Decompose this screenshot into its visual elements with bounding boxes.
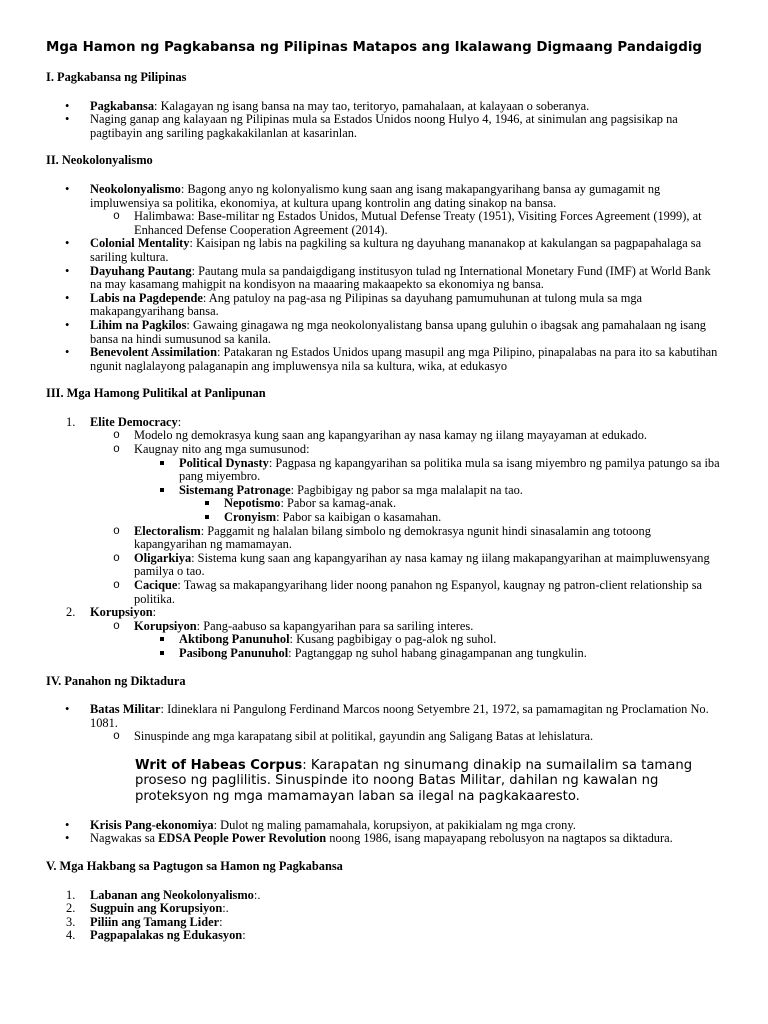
term: Sistemang Patronage: [179, 482, 291, 497]
list-item: • Pagkabansa: Kalagayan ng isang bansa na may tao, teritoryo, pamahalaan, at kalayaan o soberanya.: [46, 100, 722, 114]
list-item: o Korupsiyon: Pang-aabuso sa kapangyarihan para sa sariling interes. Aktibong Panunuhol: Kusang pagbibigay o pag-alok ng suhol. Pasibong Panunuhol: Pagtanggap ng suhol habang ginagampanan ang tungkulin.: [90, 620, 722, 661]
section-5-list: [46, 889, 722, 943]
list-item: • Batas Militar: Idineklara ni Pangulong Ferdinand Marcos noong Setyembre 21, 1972, sa pamamagitan ng Proclamation No. 1081. o Sinuspinde ang mga karapatang sibil at politikal, gayundin ang Saligang Batas at lehislatura.: [46, 703, 722, 744]
list-item: • Labis na Pagdepende: Ang patuloy na pag-asa ng Pilipinas sa dayuhang pamumuhunan at tulong mula sa mga makapangyarihang bansa.: [46, 292, 722, 319]
term: Aktibong Panunuhol: [179, 632, 290, 647]
section-heading-2: II. Neokolonyalismo: [46, 153, 153, 168]
term: Pagkabansa: [90, 98, 155, 113]
term: Krisis Pang-ekonomiya: [90, 817, 214, 832]
sub-sub-list: [134, 457, 722, 525]
term: Electoralism: [134, 523, 201, 538]
item-number: 2.: [66, 605, 76, 620]
term: Benevolent Assimilation: [90, 345, 218, 360]
list-item: 2. Korupsiyon: o Korupsiyon: Pang-aabuso sa kapangyarihan para sa sariling interes. Aktibong Panunuhol: Kusang pagbibigay o pag-alok ng suhol. Pasibong Panunuhol: Pagtanggap ng suhol habang ginagampanan ang tungkulin.: [46, 606, 722, 660]
sub-list: [90, 620, 722, 661]
section-4-list-continued: [46, 819, 722, 846]
sub-list: [90, 429, 722, 606]
section-1-list: [46, 100, 722, 141]
item-number: 1.: [66, 414, 76, 429]
list-item: • Colonial Mentality: Kaisipan ng labis na pagkiling sa kultura ng dayuhang mananakop at kakulangan sa pagpapahalaga sa sariling kultura.: [46, 237, 722, 264]
term: Dayuhang Pautang: [90, 263, 192, 278]
list-item: o Halimbawa: Base-militar ng Estados Unidos, Mutual Defense Treaty (1951), Visiting Forces Agreement (1999), at Enhanced Defense Cooperation Agreement (2014).: [90, 210, 722, 237]
section-3-list: [46, 416, 722, 661]
term: Political Dynasty: [179, 455, 269, 470]
list-item: 4. Pagpapalakas ng Edukasyon:: [66, 928, 246, 943]
section-2-list: [46, 183, 722, 373]
term: Korupsiyon: [134, 618, 197, 633]
term: Oligarkiya: [134, 550, 192, 565]
term: Writ of Habeas Corpus: [135, 757, 303, 773]
term: Elite Democracy: [90, 414, 178, 429]
list-item: 1. Labanan ang Neokolonyalismo:.: [66, 887, 261, 902]
list-item: Political Dynasty: Pagpasa ng kapangyarihan sa politika mula sa isang miyembro ng pamilya patungo sa iba pang miyembro.: [134, 457, 722, 484]
list-item: o Cacique: Tawag sa makapangyarihang lider noong panahon ng Espanyol, kaugnay ng patron-client relationship sa politika.: [90, 579, 722, 606]
list-item: Sistemang Patronage: Pagbibigay ng pabor sa mga malalapit na tao. Nepotismo: Pabor sa kamag-anak. Cronyism: Pabor sa kaibigan o kasamahan.: [134, 484, 722, 525]
habeas-corpus-note: Writ of Habeas Corpus: Karapatan ng sinumang dinakip na sumailalim sa tamang proseso ng paglilitis. Sinuspinde ito noong Batas Militar, dahilan ng kawalan ng proteksyon ng mga mamamayan laban sa ilegal na pagkakaaresto.: [135, 757, 693, 804]
sub-sub-list: [134, 633, 722, 660]
list-item: 2. Sugpuin ang Korupsiyon:.: [66, 901, 229, 916]
sub-sub-sub-list: [179, 497, 722, 524]
term: Pasibong Panunuhol: [179, 645, 289, 660]
term: Piliin ang Tamang Lider: [90, 914, 220, 929]
item-number: 3.: [66, 914, 76, 929]
term: EDSA People Power Revolution: [158, 831, 327, 846]
term: Colonial Mentality: [90, 236, 190, 251]
list-item: Cronyism: Pabor sa kaibigan o kasamahan.: [179, 511, 722, 525]
list-item: • Neokolonyalismo: Bagong anyo ng kolonyalismo kung saan ang isang makapangyarihang bansa ay gumagamit ng impluwensiya sa politika, ekonomiya, at kultura upang kontrolin ang dating sinakop na bansa. o Halimbawa: Base-militar ng Estados Unidos, Mutual Defense Treaty (1951), Visiting Forces Agreement (1999), at Enhanced Defense Cooperation Agreement (2014).: [46, 183, 722, 237]
term: Lihim na Pagkilos: [90, 317, 187, 332]
term: Pagpapalakas ng Edukasyon: [90, 928, 243, 943]
list-item: 3. Piliin ang Tamang Lider:: [66, 914, 223, 929]
list-item: • Nagwakas sa EDSA People Power Revolution noong 1986, isang mapayapang rebolusyon na nagtapos sa diktadura.: [46, 832, 722, 846]
list-item: o Oligarkiya: Sistema kung saan ang kapangyarihan ay nasa kamay ng iilang makapangyarihan at maimpluwensyang pamilya o tao.: [90, 552, 722, 579]
section-4-list: [46, 703, 722, 744]
list-item: • Dayuhang Pautang: Pautang mula sa pandaigdigang institusyon tulad ng International Monetary Fund (IMF) at World Bank na may kasamang mahigpit na kondisyon na maaaring makaapekto sa ekonomiya ng bansa.: [46, 265, 722, 292]
sub-list: [90, 210, 722, 237]
list-item: Nepotismo: Pabor sa kamag-anak.: [179, 497, 722, 511]
document-title: Mga Hamon ng Pagkabansa ng Pilipinas Matapos ang Ikalawang Digmaang Pandaigdig: [46, 40, 703, 55]
item-number: 2.: [66, 901, 76, 916]
term: Sugpuin ang Korupsiyon: [90, 901, 223, 916]
term: Cacique: [134, 578, 178, 592]
list-item: • Lihim na Pagkilos: Gawaing ginagawa ng mga neokolonyalistang bansa upang guluhin o ibagsak ang pamahalaan ng isang bansa na hindi sumusunod sa kanila.: [46, 319, 722, 346]
list-item: Aktibong Panunuhol: Kusang pagbibigay o pag-alok ng suhol.: [134, 633, 722, 647]
item-number: 1.: [66, 887, 76, 902]
list-item: o Electoralism: Paggamit ng halalan bilang simbolo ng demokrasya ngunit hindi sinasalamin ang totoong kapangyarihan ng mamamayan.: [90, 525, 722, 552]
section-heading-4: IV. Panahon ng Diktadura: [46, 673, 186, 688]
list-item: 1. Elite Democracy: o Modelo ng demokrasya kung saan ang kapangyarihan ay nasa kamay ng iilang mayayaman at edukado. o Kaugnay nito ang mga sumusunod: Political Dynasty: Pagpasa ng kapangyarihan sa politika mula sa isang miyembro ng pamilya patungo sa iba pang miyembro. Sistemang Patronage: Pagbibigay ng pabor sa mga malalapit na tao. Nepotismo: Pabor sa kamag-anak. Cronyism: Pabor sa kaibigan o kasamahan. o Electoralism: Paggamit ng halalan bilang simbolo ng demokrasya ngunit hindi sinasalamin ang totoong kapangyarihan ng mamamayan. o Oligarkiya: Sistema kung saan ang kapangyarihan ay nasa kamay ng iilang makapangyarihan at maimpluwensyang pamilya o tao. o Cacique: Tawag sa makapangyarihang lider noong panahon ng Espanyol, kaugnay ng patron-client relationship sa politika.: [46, 416, 722, 606]
section-heading-1: I. Pagkabansa ng Pilipinas: [46, 70, 187, 84]
list-item: • Naging ganap ang kalayaan ng Pilipinas mula sa Estados Unidos noong Hulyo 4, 1946, at sinimulan ang pagsisikap na pagtibayin ang sariling pagkakakilanlan at kasarinlan.: [46, 113, 722, 140]
sub-list: [90, 730, 722, 744]
section-heading-3: III. Mga Hamong Pulitikal at Panlipunan: [46, 386, 266, 401]
list-item: • Benevolent Assimilation: Patakaran ng Estados Unidos upang masupil ang mga Pilipino, pinapalabas na para ito sa kabutihan ngunit naglalayong palaganapin ang impluwensya nila sa kultura, wika, at edukasyo: [46, 346, 722, 373]
term: Labanan ang Neokolonyalismo: [90, 887, 254, 902]
term: Batas Militar: [90, 702, 161, 717]
section-heading-5: V. Mga Hakbang sa Pagtugon sa Hamon ng Pagkabansa: [46, 859, 343, 874]
list-item: o Sinuspinde ang mga karapatang sibil at politikal, gayundin ang Saligang Batas at lehislatura.: [90, 730, 722, 744]
term: Neokolonyalismo: [90, 181, 181, 196]
list-item: o Kaugnay nito ang mga sumusunod: Political Dynasty: Pagpasa ng kapangyarihan sa politika mula sa isang miyembro ng pamilya patungo sa iba pang miyembro. Sistemang Patronage: Pagbibigay ng pabor sa mga malalapit na tao. Nepotismo: Pabor sa kamag-anak. Cronyism: Pabor sa kaibigan o kasamahan.: [90, 443, 722, 525]
list-item: • Krisis Pang-ekonomiya: Dulot ng maling pamamahala, korupsiyon, at pakikialam ng mga crony.: [46, 819, 722, 833]
term: Labis na Pagdepende: [90, 290, 203, 305]
term: Nepotismo: [224, 496, 281, 511]
list-item: Pasibong Panunuhol: Pagtanggap ng suhol habang ginagampanan ang tungkulin.: [134, 647, 722, 661]
term: Korupsiyon: [90, 605, 153, 620]
term: Cronyism: [224, 510, 277, 525]
item-number: 4.: [66, 928, 76, 943]
list-item: o Modelo ng demokrasya kung saan ang kapangyarihan ay nasa kamay ng iilang mayayaman at edukado.: [90, 429, 722, 443]
